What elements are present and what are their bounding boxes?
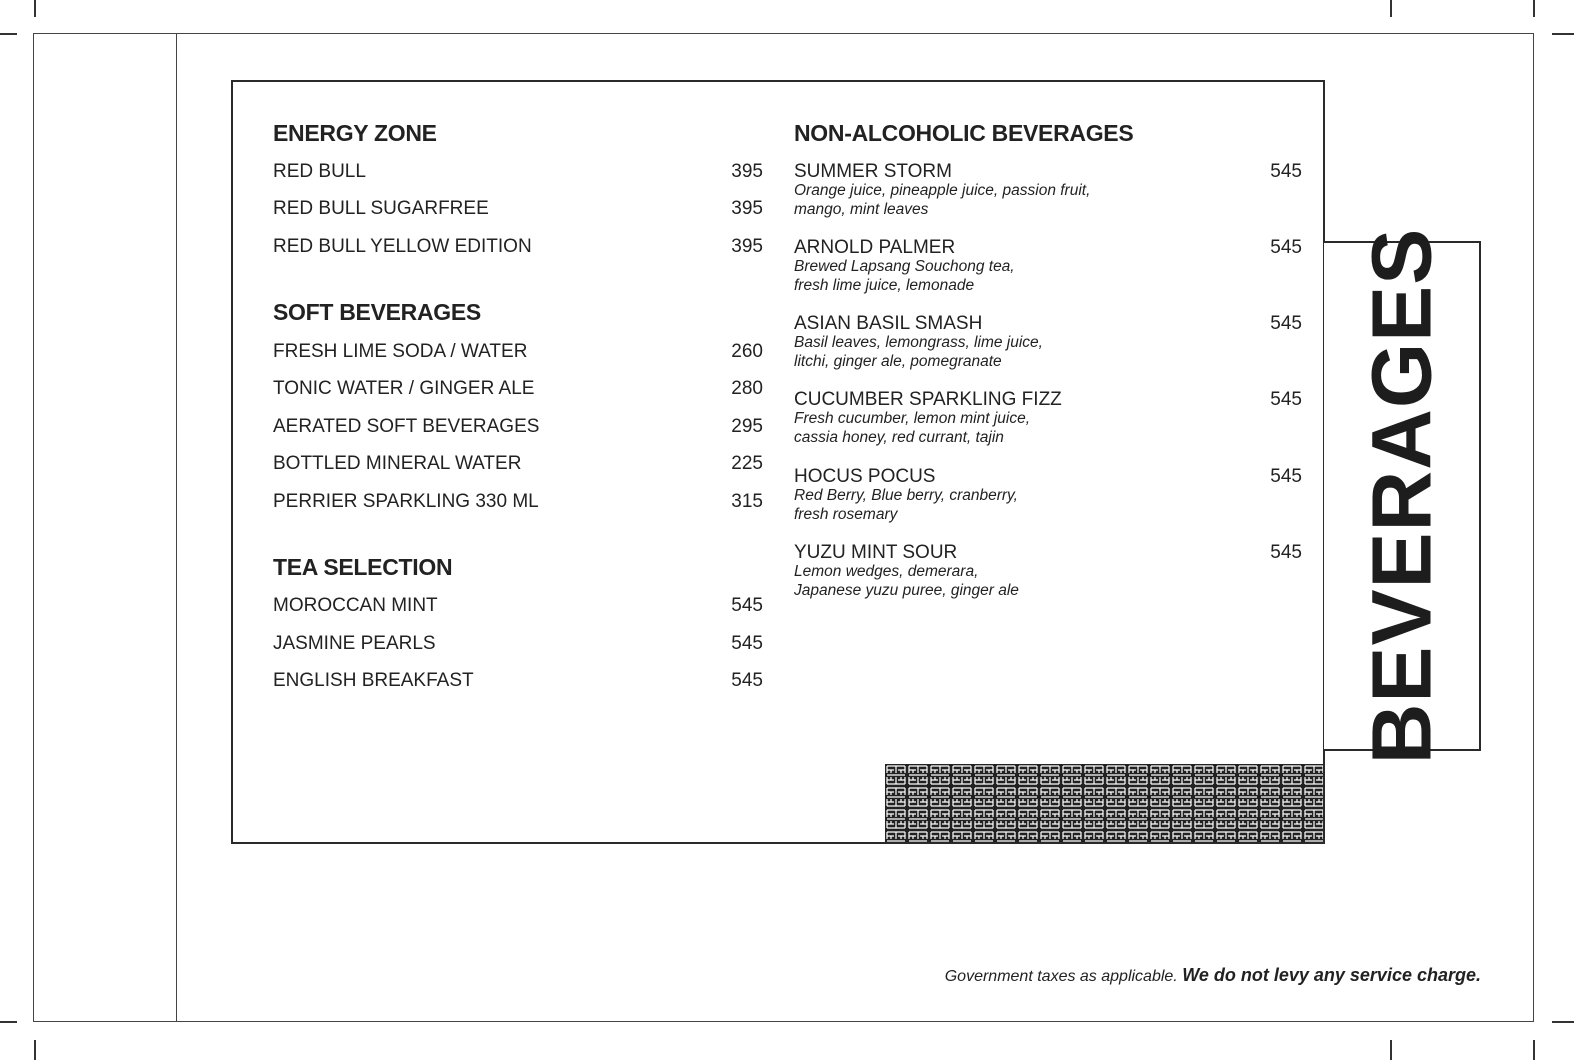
section-title-soft-beverages: SOFT BEVERAGES (273, 299, 481, 325)
item-description: Red Berry, Blue berry, cranberry, fresh rosemary (794, 487, 1018, 523)
side-tab-label: BEVERAGES (1354, 227, 1448, 765)
item-name: CUCUMBER SPARKLING FIZZ (794, 389, 1062, 410)
item-price: 545 (1270, 161, 1302, 182)
item-price: 395 (731, 161, 763, 182)
crop-mark (1552, 33, 1574, 35)
item-description: Fresh cucumber, lemon mint juice, cassia honey, red currant, tajin (794, 410, 1031, 446)
item-description: Brewed Lapsang Souchong tea, fresh lime juice, lemonade (794, 258, 1015, 294)
item-price: 260 (731, 341, 763, 362)
item-name: MOROCCAN MINT (273, 595, 438, 616)
item-name: AERATED SOFT BEVERAGES (273, 416, 540, 437)
section-title-tea-selection: TEA SELECTION (273, 554, 453, 580)
item-description: Lemon wedges, demerara, Japanese yuzu puree, ginger ale (794, 563, 1019, 599)
section-side-tab (1324, 227, 1481, 765)
crop-mark (0, 33, 17, 35)
item-name: FRESH LIME SODA / WATER (273, 341, 528, 362)
crop-mark (1390, 0, 1392, 17)
item-price: 545 (1270, 542, 1302, 563)
item-name: RED BULL SUGARFREE (273, 198, 489, 219)
item-name: TONIC WATER / GINGER ALE (273, 378, 535, 399)
item-price: 545 (731, 670, 763, 691)
menu-box (231, 80, 1325, 844)
item-name: YUZU MINT SOUR (794, 542, 958, 563)
item-name: JASMINE PEARLS (273, 633, 436, 654)
item-description: Orange juice, pineapple juice, passion fruit, mango, mint leaves (794, 182, 1091, 218)
crop-mark (1533, 0, 1535, 17)
item-name: PERRIER SPARKLING 330 ML (273, 491, 539, 512)
item-name: BOTTLED MINERAL WATER (273, 453, 522, 474)
footer-note (945, 965, 1481, 986)
service-charge-note: We do not levy any service charge. (1182, 965, 1481, 985)
item-name: ARNOLD PALMER (794, 237, 956, 258)
item-price: 545 (731, 633, 763, 654)
fold-line (176, 34, 177, 1022)
crop-mark (34, 1040, 36, 1060)
item-description: Basil leaves, lemongrass, lime juice, litchi, ginger ale, pomegranate (794, 334, 1043, 370)
item-price: 545 (1270, 313, 1302, 334)
crop-mark (34, 0, 36, 17)
crop-mark (1533, 1040, 1535, 1060)
crop-mark (1552, 1021, 1574, 1023)
item-price: 395 (731, 236, 763, 257)
item-name: SUMMER STORM (794, 161, 952, 182)
item-name: RED BULL YELLOW EDITION (273, 236, 532, 257)
item-price: 315 (731, 491, 763, 512)
item-price: 545 (1270, 389, 1302, 410)
item-price: 545 (1270, 237, 1302, 258)
item-name: ENGLISH BREAKFAST (273, 670, 474, 691)
item-price: 545 (1270, 466, 1302, 487)
item-name: RED BULL (273, 161, 366, 182)
crop-mark (1390, 1040, 1392, 1060)
item-price: 280 (731, 378, 763, 399)
section-title-energy-zone: ENERGY ZONE (273, 120, 437, 146)
decorative-lattice-pattern (885, 764, 1323, 842)
item-name: ASIAN BASIL SMASH (794, 313, 983, 334)
item-price: 545 (731, 595, 763, 616)
crop-mark (0, 1021, 17, 1023)
section-title-non-alcoholic: NON-ALCOHOLIC BEVERAGES (794, 120, 1134, 146)
item-price: 395 (731, 198, 763, 219)
item-price: 295 (731, 416, 763, 437)
item-price: 225 (731, 453, 763, 474)
tax-note: Government taxes as applicable. (944, 968, 1178, 985)
item-name: HOCUS POCUS (794, 466, 936, 487)
